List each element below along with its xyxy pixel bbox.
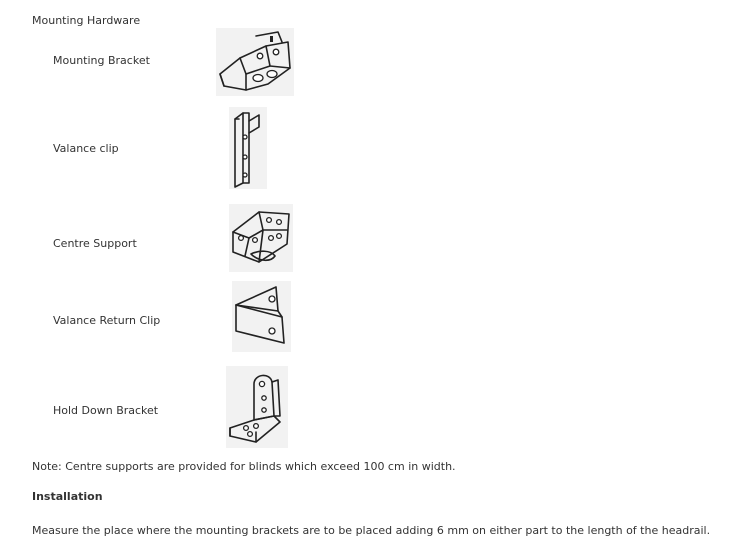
installation-heading: Installation — [32, 490, 103, 503]
valance-return-clip-icon — [232, 281, 291, 352]
note-text: Note: Centre supports are provided for blinds which exceed 100 cm in width. — [32, 460, 456, 473]
section-title: Mounting Hardware — [32, 14, 141, 27]
hardware-label-mounting-bracket: Mounting Bracket — [53, 54, 150, 67]
installation-text: Measure the place where the mounting brackets are to be placed adding 6 mm on either part to the length of the headrail. — [32, 524, 711, 537]
hardware-label-valance-return-clip: Valance Return Clip — [53, 314, 161, 327]
centre-support-icon — [229, 204, 293, 272]
hardware-label-hold-down-bracket: Hold Down Bracket — [53, 404, 159, 417]
hardware-label-centre-support: Centre Support — [53, 237, 137, 250]
mounting-bracket-icon — [216, 28, 294, 96]
hold-down-bracket-icon — [226, 366, 288, 448]
hardware-label-valance-clip: Valance clip — [53, 142, 119, 155]
valance-clip-icon — [229, 107, 267, 189]
